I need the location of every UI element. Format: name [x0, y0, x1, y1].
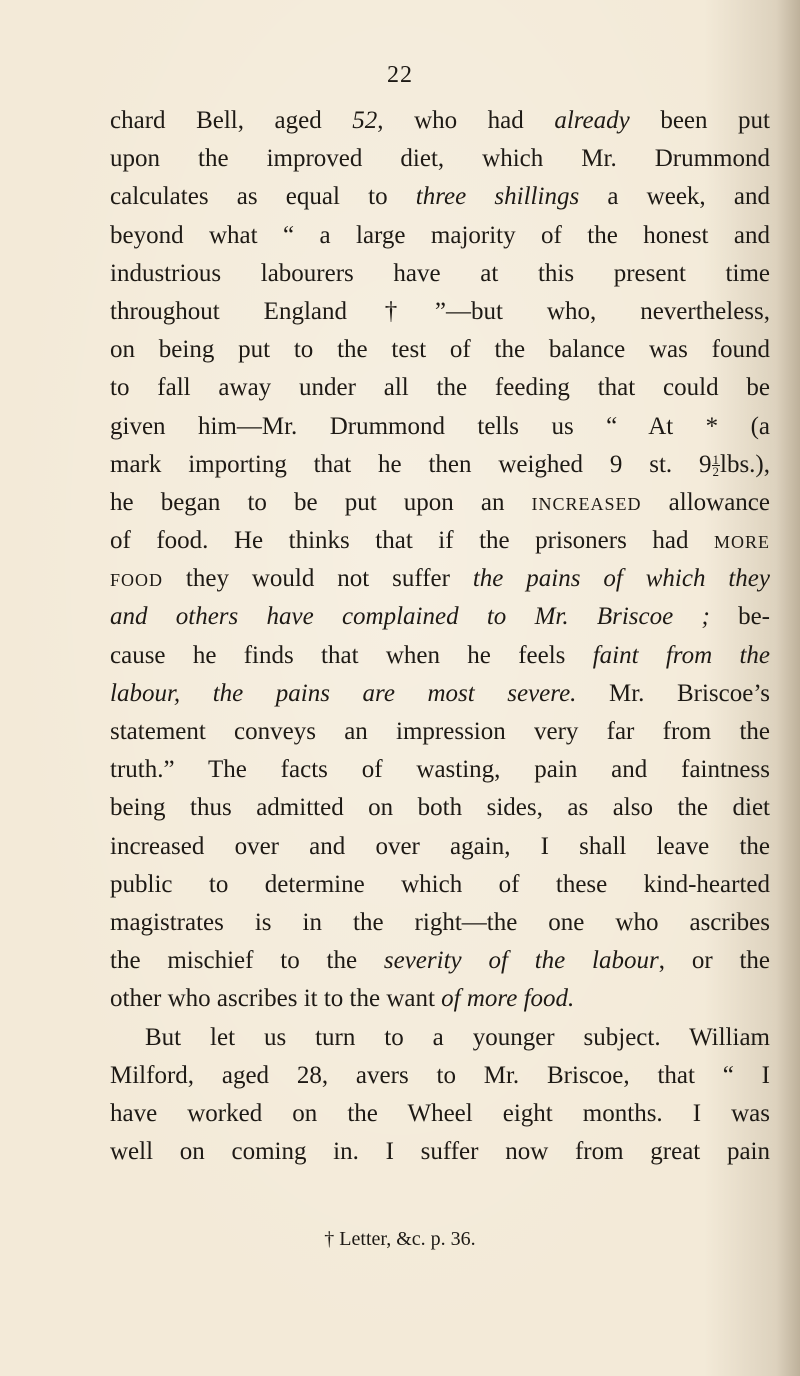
- text-segment: mark importing that he then weighed 9 st. 9: [110, 450, 712, 478]
- text-segment: increased over and over again, I shall leave the: [110, 832, 770, 860]
- text-line: [110, 560, 770, 598]
- italic-text: faint from the: [592, 641, 770, 669]
- text-line: [110, 675, 770, 713]
- text-segment: , who had: [377, 107, 555, 134]
- text-line: [110, 713, 770, 751]
- italic-text: the pains of which they: [472, 565, 770, 593]
- text-line: [110, 637, 770, 675]
- text-line: [110, 369, 770, 407]
- text-segment: industrious labourers have at this present time: [110, 259, 770, 287]
- text-line: [110, 1019, 770, 1057]
- text-line: [110, 178, 770, 216]
- italic-text: 52: [352, 107, 378, 134]
- text-line: [110, 408, 770, 446]
- text-segment: given him—Mr. Drummond tells us “ At * (a: [110, 412, 770, 440]
- text-segment: he began to be put upon an: [110, 488, 532, 516]
- fraction-numerator: 1: [712, 451, 719, 467]
- text-segment: other who ascribes it to the want: [110, 985, 442, 1013]
- text-line: [110, 484, 770, 522]
- text-segment: lbs.),: [720, 450, 770, 478]
- text-line: [110, 1133, 770, 1171]
- italic-text: and others have complained to Mr. Briscoe ;: [110, 603, 710, 631]
- text-segment: public to determine which of these kind-hearted: [110, 870, 770, 898]
- text-segment: the mischief to the: [110, 947, 384, 975]
- text-segment: magistrates is in the right—the one who ascribes: [110, 908, 770, 936]
- text-line: [110, 828, 770, 866]
- text-line: [110, 866, 770, 904]
- text-segment: throughout England†”—but who, nevertheless,: [110, 297, 770, 325]
- text-segment: being thus admitted on both sides, as also the diet: [110, 794, 770, 822]
- text-line: [110, 102, 770, 140]
- italic-text: of more food.: [441, 985, 575, 1013]
- text-segment: have worked on the Wheel eight months. I was: [110, 1099, 770, 1127]
- text-line: [110, 980, 770, 1018]
- italic-text: already: [554, 107, 630, 134]
- text-segment: be-: [709, 603, 770, 631]
- text-line: [110, 331, 770, 369]
- text-segment: well on coming in. I suffer now from great pain: [110, 1138, 770, 1166]
- italic-text: three shillings: [415, 183, 580, 211]
- text-line: [110, 942, 770, 980]
- text-segment: Mr. Briscoe’s: [576, 679, 770, 707]
- italic-text: severity of the labour: [383, 947, 659, 975]
- body-text: [110, 102, 770, 1171]
- text-line: [110, 140, 770, 178]
- text-segment: statement conveys an impression very far from the: [110, 718, 770, 745]
- text-line: [110, 255, 770, 293]
- small-caps-text: more: [713, 527, 770, 555]
- text-line: [110, 217, 770, 255]
- text-segment: allowance: [641, 488, 770, 516]
- text-segment: cause he finds that when he feels: [110, 641, 593, 669]
- text-line: [110, 1057, 770, 1095]
- text-line: [110, 598, 770, 636]
- text-segment: to fall away under all the feeding that could be: [110, 374, 770, 402]
- text-line: [110, 751, 770, 789]
- text-segment: they would not suffer: [163, 565, 473, 593]
- text-segment: But let us turn to a younger subject. William: [145, 1023, 770, 1051]
- text-segment: Milford, aged 28, avers to Mr. Briscoe, that “ I: [110, 1061, 770, 1089]
- text-segment: of food. He thinks that if the prisoners had: [110, 527, 714, 555]
- italic-text: labour, the pains are most severe.: [110, 679, 577, 707]
- text-segment: upon the improved diet, which Mr. Drummond: [110, 145, 770, 173]
- text-line: [110, 522, 770, 560]
- text-segment: chard Bell, aged: [110, 107, 353, 134]
- footnote: † Letter, &c. p. 36.: [324, 1228, 476, 1250]
- text-segment: , or the: [658, 947, 770, 975]
- text-line: [110, 1095, 770, 1133]
- text-segment: beyond what “ a large majority of the honest and: [110, 221, 770, 249]
- fraction: [712, 451, 721, 479]
- text-segment: truth.” The facts of wasting, pain and faintness: [110, 756, 770, 784]
- text-line: [110, 293, 770, 331]
- fraction-denominator: 2: [712, 463, 719, 479]
- text-line: [110, 789, 770, 827]
- text-segment: been put: [629, 107, 770, 134]
- text-line: [110, 446, 770, 484]
- small-caps-text: increased: [531, 488, 642, 516]
- text-line: [110, 904, 770, 942]
- text-segment: on being put to the test of the balance was found: [110, 336, 770, 364]
- text-segment: a week, and: [579, 183, 770, 211]
- text-segment: calculates as equal to: [110, 183, 416, 211]
- page-number: 22: [387, 62, 413, 88]
- small-caps-text: food: [110, 565, 164, 593]
